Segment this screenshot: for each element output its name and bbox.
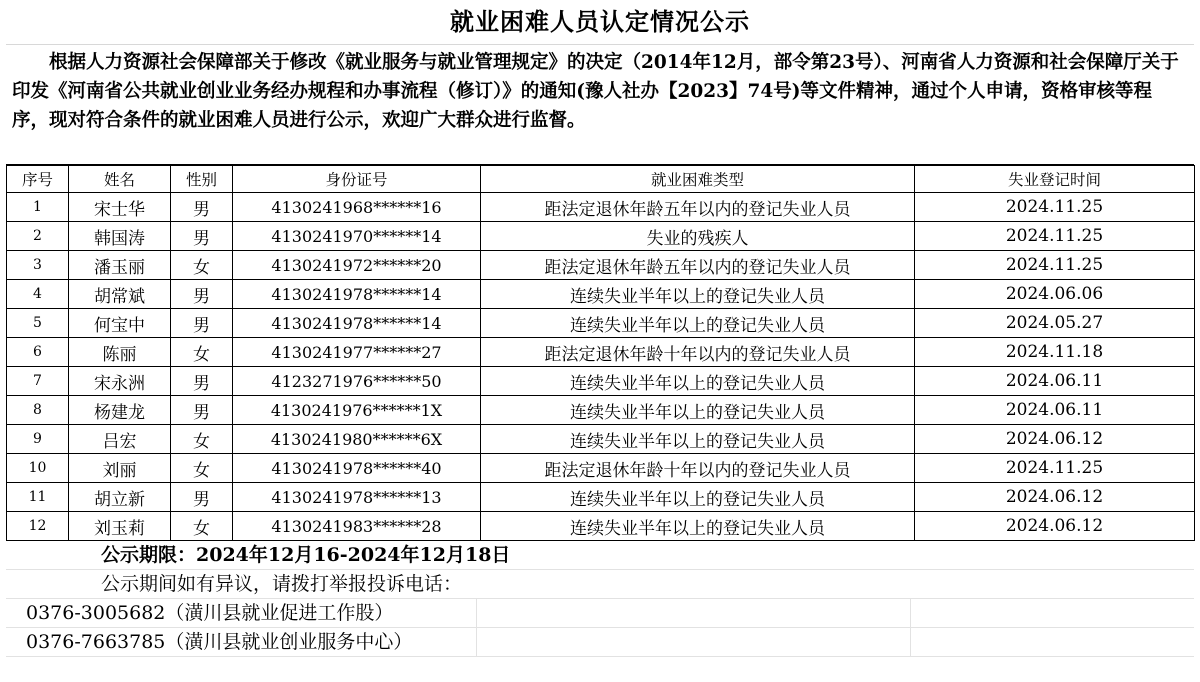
intro-paragraph: 根据人力资源社会保障部关于修改《就业服务与就业管理规定》的决定（2014年12月，部令第23号）、河南省人力资源和社会保障厅关于印发《河南省公共就业创业业务经办规程和办事流程（修订）》的通知(豫人社办【2023】74号)等文件精神，通过个人申请，资格审核等程序，现对符合条件的就业困难人员进行公示，欢迎广大群众进行监督。 xyxy=(6,45,1194,165)
table-row xyxy=(7,193,1195,222)
cell-gender: 女 xyxy=(171,454,233,483)
roster-table xyxy=(6,165,1195,541)
cell-name: 宋士华 xyxy=(69,193,171,222)
publicity-period: 公示期限：2024年12月16-2024年12月18日 xyxy=(6,541,1194,570)
cell-gender: 男 xyxy=(171,396,233,425)
cell-name: 刘玉莉 xyxy=(69,512,171,541)
cell-registration-date: 2024.06.11 xyxy=(915,367,1195,396)
cell-name: 何宝中 xyxy=(69,309,171,338)
cell-difficulty-type: 连续失业半年以上的登记失业人员 xyxy=(481,367,915,396)
table-body xyxy=(7,193,1195,541)
cell-index: 3 xyxy=(7,251,69,280)
cell-id-number: 4130241983******28 xyxy=(233,512,481,541)
cell-registration-date: 2024.05.27 xyxy=(915,309,1195,338)
cell-difficulty-type: 距法定退休年龄十年以内的登记失业人员 xyxy=(481,338,915,367)
cell-index: 7 xyxy=(7,367,69,396)
cell-name: 胡立新 xyxy=(69,483,171,512)
objection-notice: 公示期间如有异议，请拨打举报投诉电话： xyxy=(6,570,1194,599)
page-title: 就业困难人员认定情况公示 xyxy=(6,0,1194,45)
contact-phone: 0376-7663785（潢川县就业创业服务中心） xyxy=(26,631,413,653)
cell-index: 2 xyxy=(7,222,69,251)
cell-id-number: 4130241978******14 xyxy=(233,280,481,309)
cell-index: 4 xyxy=(7,280,69,309)
cell-gender: 女 xyxy=(171,512,233,541)
table-row xyxy=(7,309,1195,338)
table-row xyxy=(7,396,1195,425)
table-row xyxy=(7,367,1195,396)
contact-line xyxy=(6,599,1194,628)
cell-index: 6 xyxy=(7,338,69,367)
cell-index: 8 xyxy=(7,396,69,425)
cell-registration-date: 2024.11.25 xyxy=(915,251,1195,280)
cell-registration-date: 2024.06.12 xyxy=(915,483,1195,512)
header-name: 姓名 xyxy=(69,166,171,193)
cell-index: 9 xyxy=(7,425,69,454)
cell-index: 10 xyxy=(7,454,69,483)
cell-registration-date: 2024.11.25 xyxy=(915,454,1195,483)
cell-name: 杨建龙 xyxy=(69,396,171,425)
cell-gender: 男 xyxy=(171,367,233,396)
cell-divider xyxy=(910,599,911,627)
cell-id-number: 4123271976******50 xyxy=(233,367,481,396)
cell-difficulty-type: 连续失业半年以上的登记失业人员 xyxy=(481,483,915,512)
table-header-row xyxy=(7,166,1195,193)
cell-gender: 女 xyxy=(171,251,233,280)
cell-name: 刘丽 xyxy=(69,454,171,483)
cell-gender: 女 xyxy=(171,425,233,454)
cell-id-number: 4130241972******20 xyxy=(233,251,481,280)
cell-index: 1 xyxy=(7,193,69,222)
cell-id-number: 4130241970******14 xyxy=(233,222,481,251)
cell-name: 韩国涛 xyxy=(69,222,171,251)
table-row xyxy=(7,512,1195,541)
cell-name: 潘玉丽 xyxy=(69,251,171,280)
cell-difficulty-type: 距法定退休年龄十年以内的登记失业人员 xyxy=(481,454,915,483)
cell-difficulty-type: 连续失业半年以上的登记失业人员 xyxy=(481,280,915,309)
cell-index: 11 xyxy=(7,483,69,512)
cell-registration-date: 2024.11.25 xyxy=(915,193,1195,222)
cell-id-number: 4130241968******16 xyxy=(233,193,481,222)
cell-name: 胡常斌 xyxy=(69,280,171,309)
cell-gender: 男 xyxy=(171,280,233,309)
cell-difficulty-type: 连续失业半年以上的登记失业人员 xyxy=(481,425,915,454)
cell-difficulty-type: 连续失业半年以上的登记失业人员 xyxy=(481,396,915,425)
cell-id-number: 4130241978******13 xyxy=(233,483,481,512)
cell-index: 5 xyxy=(7,309,69,338)
cell-id-number: 4130241978******40 xyxy=(233,454,481,483)
cell-gender: 男 xyxy=(171,483,233,512)
cell-registration-date: 2024.06.12 xyxy=(915,512,1195,541)
table-row xyxy=(7,454,1195,483)
cell-divider xyxy=(476,599,477,627)
header-gender: 性别 xyxy=(171,166,233,193)
cell-difficulty-type: 连续失业半年以上的登记失业人员 xyxy=(481,512,915,541)
header-id-number: 身份证号 xyxy=(233,166,481,193)
cell-name: 吕宏 xyxy=(69,425,171,454)
cell-id-number: 4130241976******1X xyxy=(233,396,481,425)
cell-divider xyxy=(910,628,911,656)
cell-gender: 男 xyxy=(171,193,233,222)
cell-difficulty-type: 距法定退休年龄五年以内的登记失业人员 xyxy=(481,251,915,280)
cell-difficulty-type: 连续失业半年以上的登记失业人员 xyxy=(481,309,915,338)
cell-name: 宋永洲 xyxy=(69,367,171,396)
header-difficulty-type: 就业困难类型 xyxy=(481,166,915,193)
cell-registration-date: 2024.06.11 xyxy=(915,396,1195,425)
cell-gender: 女 xyxy=(171,338,233,367)
table-row xyxy=(7,338,1195,367)
cell-divider xyxy=(476,628,477,656)
cell-registration-date: 2024.11.25 xyxy=(915,222,1195,251)
cell-difficulty-type: 距法定退休年龄五年以内的登记失业人员 xyxy=(481,193,915,222)
cell-registration-date: 2024.06.12 xyxy=(915,425,1195,454)
cell-id-number: 4130241978******14 xyxy=(233,309,481,338)
cell-name: 陈丽 xyxy=(69,338,171,367)
cell-index: 12 xyxy=(7,512,69,541)
header-index: 序号 xyxy=(7,166,69,193)
cell-gender: 男 xyxy=(171,309,233,338)
table-row xyxy=(7,222,1195,251)
header-registration-date: 失业登记时间 xyxy=(915,166,1195,193)
cell-gender: 男 xyxy=(171,222,233,251)
table-row xyxy=(7,483,1195,512)
table-row xyxy=(7,280,1195,309)
cell-id-number: 4130241977******27 xyxy=(233,338,481,367)
contact-line xyxy=(6,628,1194,657)
cell-difficulty-type: 失业的残疾人 xyxy=(481,222,915,251)
cell-registration-date: 2024.11.18 xyxy=(915,338,1195,367)
cell-registration-date: 2024.06.06 xyxy=(915,280,1195,309)
contact-phone: 0376-3005682（潢川县就业促进工作股） xyxy=(26,602,394,624)
table-row xyxy=(7,425,1195,454)
table-row xyxy=(7,251,1195,280)
cell-id-number: 4130241980******6X xyxy=(233,425,481,454)
